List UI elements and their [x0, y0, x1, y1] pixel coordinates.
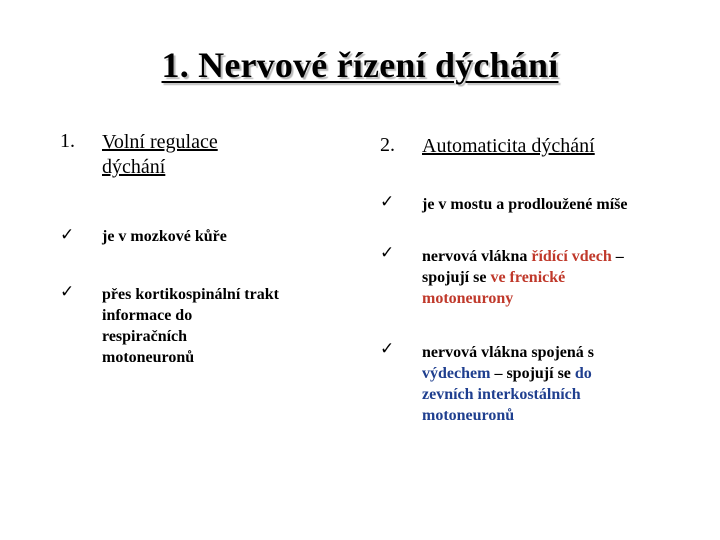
right-section-heading: Automaticita dýchání [422, 135, 595, 157]
blue-text: do [574, 365, 592, 382]
left-section-heading [102, 130, 218, 180]
left-section-number: 1. [60, 130, 75, 152]
slide-title: 1. Nervové řízení dýchání [161, 45, 559, 85]
right-item-2-line1: nervová vlákna řídící vdech – [422, 248, 624, 265]
left-item-1: je v mozkové kůře [102, 228, 227, 245]
check-icon: ✓ [380, 192, 395, 212]
right-section-number: 2. [380, 134, 395, 156]
left-heading-line2: dýchání [102, 156, 166, 178]
left-heading-line1: Volní regulace [102, 131, 218, 153]
right-item-3-line4: motoneuronů [422, 407, 515, 424]
right-item-1: je v mostu a prodloužené míše [422, 196, 628, 213]
left-item-2-line4: motoneuronů [102, 349, 195, 366]
left-item-2-line1: přes kortikospinální trakt [102, 286, 279, 303]
check-icon: ✓ [380, 339, 395, 359]
left-item-2-line3: respiračních [102, 328, 188, 345]
right-item-2 [422, 246, 624, 309]
accent-text: řídící vdech [531, 248, 612, 265]
right-item-3-line3: zevních interkostálních [422, 386, 581, 403]
check-icon: ✓ [60, 225, 75, 245]
right-item-2-line3: motoneurony [422, 290, 514, 307]
left-item-2 [102, 284, 279, 368]
right-item-3 [422, 342, 594, 426]
blue-text: výdechem [422, 365, 491, 382]
left-item-2-line2: informace do [102, 307, 193, 324]
right-item-3-line2: výdechem – spojují se do [422, 365, 592, 382]
check-icon: ✓ [380, 243, 395, 263]
accent-text: ve frenické [490, 269, 566, 286]
right-item-3-line1: nervová vlákna spojená s [422, 344, 595, 361]
check-icon: ✓ [60, 282, 75, 302]
right-item-2-line2: spojují se ve frenické [422, 269, 566, 286]
